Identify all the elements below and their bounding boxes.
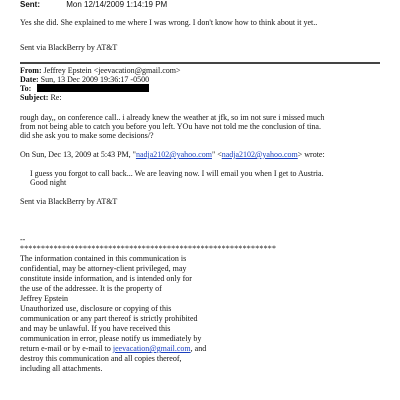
redaction-bar: [37, 84, 149, 92]
disclaimer-line: Jeffrey Epstein: [20, 294, 69, 303]
disclaimer-line: Unauthorized use, disclosure or copying of this: [20, 304, 172, 313]
disclaimer-line: communication or any part thereof is strictly prohibited: [20, 314, 198, 323]
msg2-signature: Sent via BlackBerry by AT&T: [20, 197, 118, 206]
body-line-3: did she ask you to make some decisions/?: [20, 131, 154, 140]
disclaimer-line: and may be unlawful. If you have received this: [20, 324, 171, 333]
disclaimer-line: the use of the addressee. It is the property of: [20, 284, 162, 293]
subject-label: Subject:: [20, 93, 49, 102]
disclaimer-line: constitute inside information, and is intended only for: [20, 274, 192, 283]
quote-intro: On Sun, Dec 13, 2009 at 5:43 PM, "nadja2102@yahoo.com" <nadja2102@yahoo.com> wrote:: [20, 150, 325, 159]
disclaimer-dashes: --: [20, 235, 26, 244]
disclaimer-line: return e-mail or by e-mail to jeevacation@gmail.com, and: [20, 344, 207, 353]
disclaimer-line: The information contained in this communication is: [20, 254, 187, 263]
disclaimer-text: [20, 254, 380, 374]
body-line-2: from not being able to catch you before you left. YOu have not told me the conclusion of tina.: [20, 122, 321, 131]
sent-value: Mon 12/14/2009 1:14:19 PM: [66, 0, 168, 9]
date-label: Date:: [20, 75, 39, 84]
disclaimer-line: including all attachments.: [20, 364, 103, 373]
disclaimer-email-link[interactable]: jeevacation@gmail.com: [112, 344, 191, 353]
disclaimer-line: confidential, may be attorney-client privileged, may: [20, 264, 187, 273]
quote-line-1: I guess you forgot to call back... We are leaving now. I will email you when I get to Austria.: [30, 169, 324, 178]
from-label: From:: [20, 66, 42, 75]
from-value: Jeffrey Epstein <jeevacation@gmail.com>: [43, 66, 181, 75]
disclaimer-line: communication in error, please notify us immediately by: [20, 334, 202, 343]
body-line-1: rough day,, on conference call.. i already knew the weather at jfk, so im not sure i missed much: [20, 113, 325, 122]
subject-line: [20, 93, 62, 103]
reply1-signature: Sent via BlackBerry by AT&T: [20, 43, 118, 52]
quoted-email-link-2[interactable]: nadja2102@yahoo.com: [221, 150, 298, 159]
sent-header: [20, 0, 167, 10]
date-value: Sun, 13 Dec 2009 19:36:17 -0500: [40, 75, 150, 84]
reply1-body: Yes she did. She explained to me where I was wrong. I don't know how to think about it yet..: [20, 18, 318, 27]
quoted-email-link[interactable]: nadja2102@yahoo.com: [135, 150, 212, 159]
subject-value: Re:: [50, 93, 62, 102]
to-label: To:: [20, 84, 32, 93]
separator-rule: [20, 62, 380, 64]
disclaimer-line: destroy this communication and all copies thereof,: [20, 354, 182, 363]
quote-line-2: Good night: [30, 178, 67, 187]
sent-label: Sent:: [20, 0, 40, 9]
disclaimer-stars: *************************************************************: [20, 244, 277, 253]
